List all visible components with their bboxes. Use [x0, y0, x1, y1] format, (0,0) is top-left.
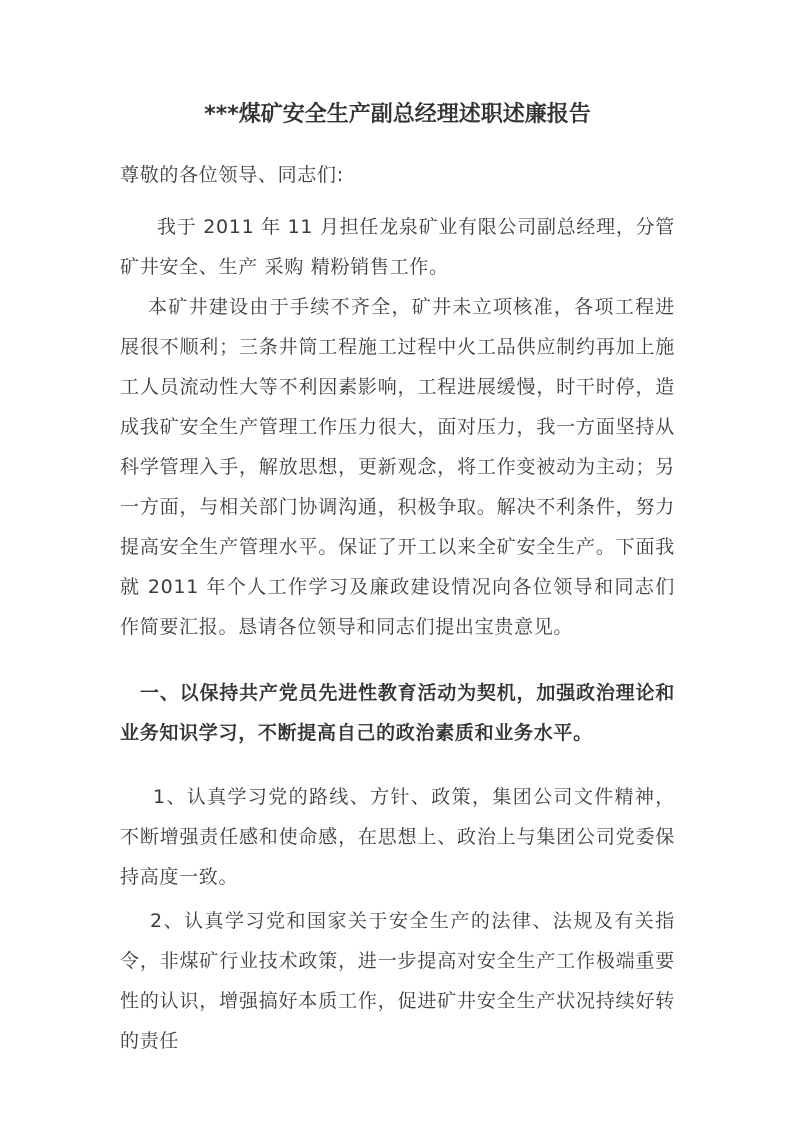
paragraph-point-1: 1、认真学习党的路线、方针、政策，集团公司文件精神，不断增强责任感和使命感，在思想上、政治上与集团公司党委保持高度一致。 [120, 786, 675, 888]
section-heading-1: 一、以保持共产党员先进性教育活动为契机，加强政治理论和业务知识学习，不断提高自己的政治素质和业务水平。 [120, 682, 675, 744]
paragraph-point-2: 2、认真学习党和国家关于安全生产的法律、法规及有关指令，非煤矿行业技术政策，进一步提高对安全生产工作极端重要性的认识，增强搞好本质工作，促进矿井安全生产状况持续好转的责任 [120, 910, 675, 1052]
paragraph-mine-construction: 本矿井建设由于手续不齐全，矿井未立项核准，各项工程进展很不顺利；三条井筒工程施工过程中火工品供应制约再加上施工人员流动性大等不利因素影响，工程进展缓慢，时干时停，造成我矿安全生产管理工作压力很大，面对压力，我一方面坚持从科学管理入手，解放思想，更新观念，将工作变被动为主动；另一方面，与相关部门协调沟通，积极争取。解决不利条件，努力提高安全生产管理水平。保证了开工以来全矿安全生产。下面我就 2011 年个人工作学习及廉政建设情况向各位领导和同志们作简要汇报。恳请各位领导和同志们提出宝贵意见。 [120, 296, 675, 638]
document-body [120, 93, 675, 1061]
paragraph-intro: 我于 2011 年 11 月担任龙泉矿业有限公司副总经理，分管矿井安全、生产 采购 精粉销售工作。 [120, 216, 675, 278]
document-title: ***煤矿安全生产副总经理述职述廉报告 [204, 102, 591, 127]
paragraph-greeting: 尊敬的各位领导、同志们: [120, 164, 344, 186]
